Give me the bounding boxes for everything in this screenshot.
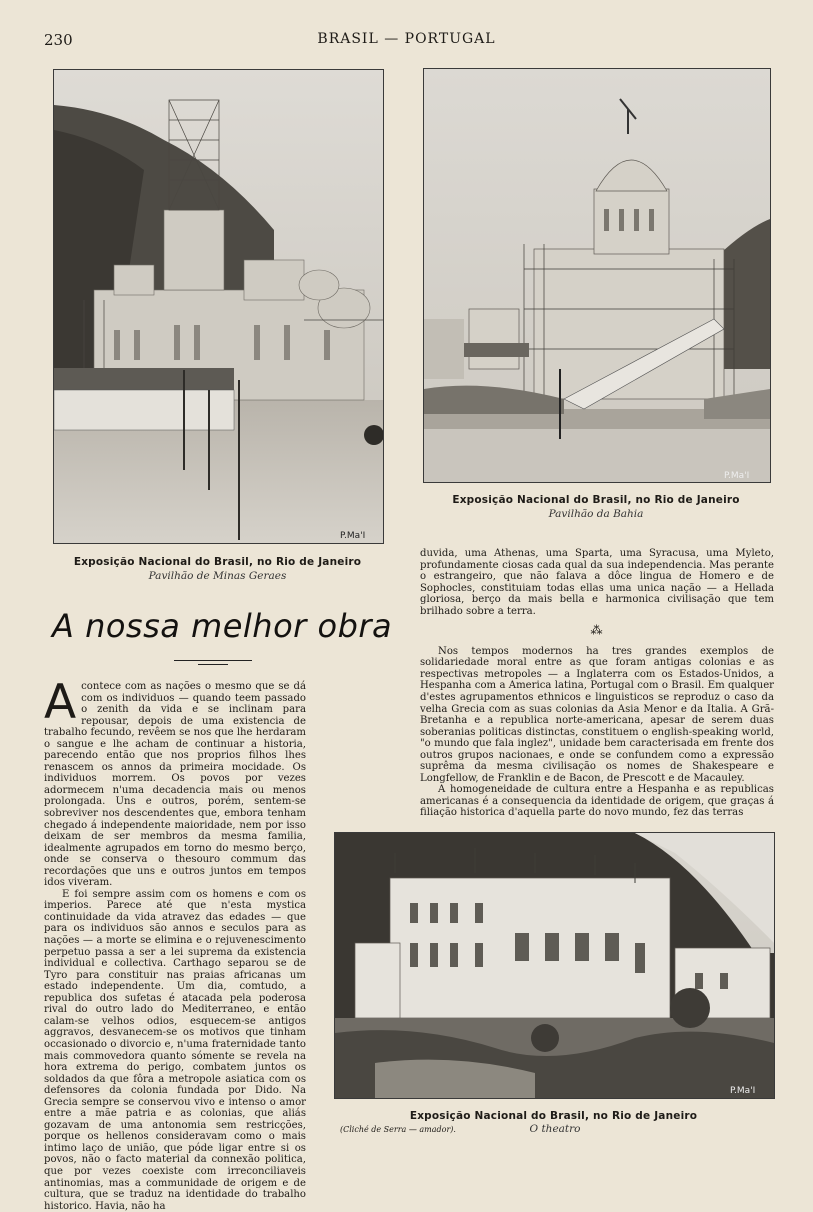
page-number: 230	[44, 31, 73, 49]
article-paragraph: contece com as nações o mesmo que se dá com os individuos — quando teem passado o zenith da vida e se inclinam para repousar, depois de uma existencia de trabalho fecundo, revêem se nos que lhe herdaram o sangue e lhe acham de continuar a historia, parecendo então que nos proprios filhos lhes renascem os annos da primeira mocidade. Os individuos morrem. Os povos por vezes adormecem n'uma decadencia mais ou menos prolongada. Uns e outros, porém, sentem-se sobreviver nos descendentes que, embora tenham chegado á independente maioridade, nem por isso deixam de ser membros da mesma familia, idealmente agrupados em torno do mesmo berço, onde se conserva o thesouro commum das recordações que uns e outros juntos em tempos idos viveram.	[44, 681, 306, 889]
article-paragraph: Nos tempos modernos ha tres grandes exemplos de solidariedade moral entre as que foram antigas colonias e as respectivas metropoles — a Inglaterra com os Estados-Unidos, a Hespanha com a America latina, Portugal com o Brasil. Em qualquer d'estes agrupamentos ethnicos e linguisticos se reproduz o caso da velha Grecia com as suas colonias da Asia Menor e da Italia. A Grã-Bretanha e a republica norte-americana, apesar de serem duas soberanias politicas distinctas, constituem o english-speaking world, "o mundo que fala inglez", unidade bem caracterisada em frente dos outros grupos nacionaes, e onde se confundem como a expressão suprêma da mesma civilisação os nomes de Shakespeare e Longfellow, de Franklin e de Bacon, de Prescott e de Macauley.	[420, 645, 774, 784]
caption-title-theatro: Exposição Nacional do Brasil, no Rio de Janeiro	[409, 1110, 698, 1122]
photo-signature: P.Ma'I	[340, 531, 366, 541]
photo-pavilion-minas-geraes	[53, 69, 384, 544]
article-paragraph: E foi sempre assim com os homens e com os imperios. Parece até que n'esta mystica continuidade da vida atravez das edades — que para os individuos são annos e seculos para as nações — a morte se elimina e o rejuvenescimento perpetuo passa a ser a lei suprema da existencia individual e collectiva. Carthago separou se de Tyro para constituir nas praias africanas um estado independente. Um dia, comtudo, a republica dos sufetas é atacada pela poderosa rival do outro lado do Mediterraneo, e então calam-se velhos odios, esquecem-se antigos aggravos, desvanecem-se os motivos que tinham occasionado o divorcio e, n'uma fraternidade tanto mais commovedora quanto sómente se revela na hora extrema do perigo, combatem juntos os soldados da que fôra a metropole asiatica com os defensores da colonia fundada por Dido. Na Grecia sempre se conservou vivo e intenso o amor entre a mãe patria e as colonias, que aliás gozavam de uma antonomia sem restricções, porque os hellenos consideravam como o mais intimo laço de união, que póde ligar entre si os povos, não o facto material da connexão politica, que por vezes coexiste com irreconciliaveis antinomias, mas a communidade de origem e de cultura, que se traduz na identidade do trabalho historico. Havia, não ha	[44, 888, 306, 1212]
caption-subtitle-theatro: O theatro	[529, 1123, 581, 1135]
caption-title-bahia: Exposição Nacional do Brasil, no Rio de Janeiro	[452, 494, 740, 506]
photo-theatro	[334, 832, 775, 1099]
article-paragraph: duvida, uma Athenas, uma Sparta, uma Syracusa, uma Myleto, profundamente ciosas cada qual da sua independencia. Mas perante o estrangeiro, que não falava a dôce lingua de Homero e de Sophocles, constituiam todas ellas uma unica nação — a Hellada gloriosa, berço da mais bella e harmonica civilisação que tem brilhado sobre a terra.	[420, 548, 774, 617]
photo-pavilion-bahia	[423, 68, 771, 483]
drop-cap: A	[44, 675, 77, 730]
article-paragraph: A homogeneidade de cultura entre a Hespanha e as republicas americanas é a consequencia da identidade de origem, que graças á filiação historica d'aquella parte do novo mundo, fez das terras	[420, 784, 774, 819]
caption-subtitle-bahia: Pavilhão da Bahia	[548, 508, 644, 520]
title-ornament-rule	[174, 660, 252, 661]
article-title: A nossa melhor obra	[52, 607, 393, 645]
photo-credit: (Cliché de Serra — amador).	[340, 1125, 456, 1134]
caption-subtitle-minas: Pavilhão de Minas Geraes	[148, 570, 287, 582]
article-column-left-top	[44, 675, 306, 1212]
running-head: BRASIL — PORTUGAL	[317, 31, 496, 47]
photo-signature: P.Ma'I	[724, 471, 750, 481]
photo-signature: P.Ma'I	[730, 1086, 756, 1096]
article-column-right	[420, 548, 774, 819]
section-asterism: ⁂	[590, 623, 604, 638]
caption-title-minas: Exposição Nacional do Brasil, no Rio de Janeiro	[73, 556, 362, 568]
title-ornament-rule	[198, 664, 228, 665]
